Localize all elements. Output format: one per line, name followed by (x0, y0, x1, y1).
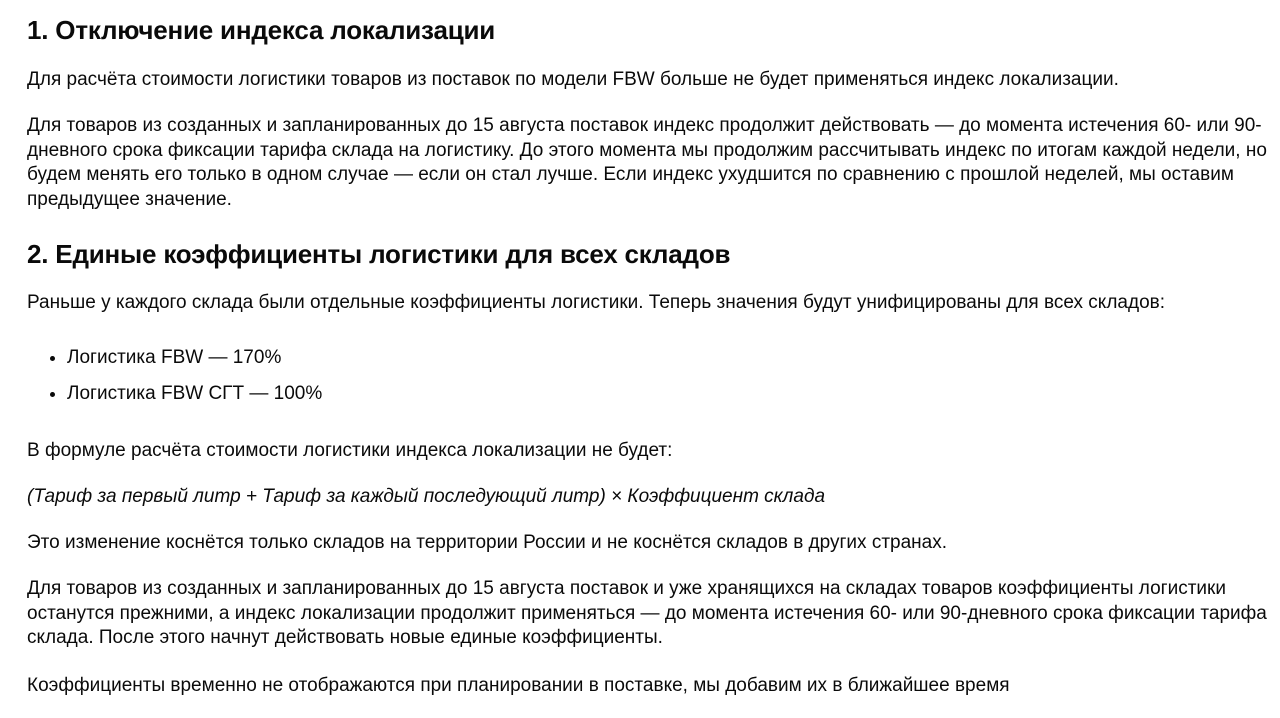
list-item: • Логистика FBW СГТ — 100% (67, 382, 322, 407)
section-2-intro: Раньше у каждого склада были отдельные коэффициенты логистики. Теперь значения будут унифицированы для всех складов: (27, 292, 1166, 313)
scope-note: Это изменение коснётся только складов на территории России и не коснётся складов в других странах. (27, 532, 947, 553)
display-note: Коэффициенты временно не отображаются при планировании в поставке, мы добавим их в ближайшее время (27, 675, 1010, 696)
formula: (Тариф за первый литр + Тариф за каждый последующий литр) × Коэффициент склада (27, 486, 826, 507)
section-1-paragraph-2: Для товаров из созданных и запланированных до 15 августа поставок индекс продолжит действовать — до момента истечения 60- или 90-дневного срока фиксации тарифа склада на логистику. До этого момента мы продолжим рассчитывать индекс по итогам каждой недели, но будем менять его только в одном случае — если он стал лучше. Если индекс ухудшится по сравнению с прошлой неделей, мы оставим предыдущее значение. (27, 115, 1267, 210)
section-2-heading: 2. Единые коэффициенты логистики для всех складов (27, 239, 731, 269)
coefficient-list (27, 346, 322, 417)
list-item: • Логистика FBW — 170% (67, 346, 322, 371)
legacy-note: Для товаров из созданных и запланированных до 15 августа поставок и уже хранящихся на складах товаров коэффициенты логистики останутся прежними, а индекс локализации продолжит применяться — до момента истечения 60- или 90-дневного срока фиксации тарифа склада. После этого начнут действовать новые единые коэффициенты. (27, 578, 1267, 648)
section-1-paragraph-1: Для расчёта стоимости логистики товаров из поставок по модели FBW больше не будет применяться индекс локализации. (27, 69, 1119, 90)
formula-intro: В формуле расчёта стоимости логистики индекса локализации не будет: (27, 440, 673, 461)
section-1-heading: 1. Отключение индекса локализации (27, 15, 496, 45)
